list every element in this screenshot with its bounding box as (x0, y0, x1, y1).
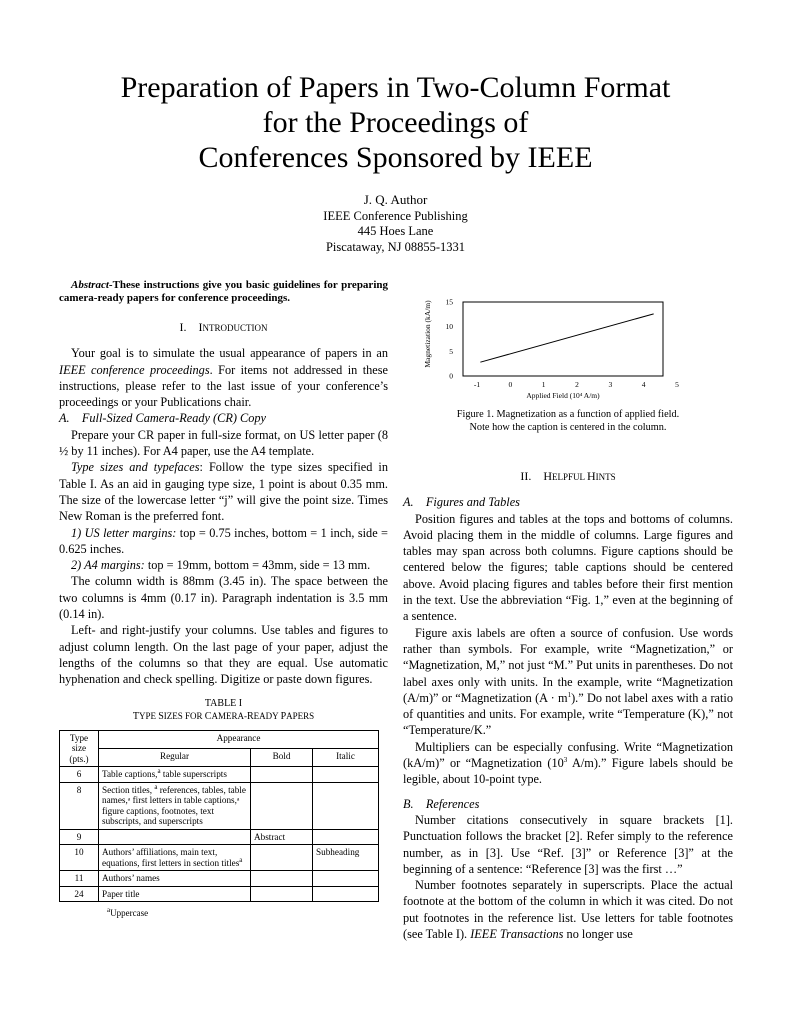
us-margins-text: top = 0.75 inches, bottom = 1 inch, side = 0.625 inches. (59, 525, 388, 556)
cap-initial: P (280, 711, 287, 723)
series-lines (480, 314, 653, 362)
header-italic: Italic (313, 748, 379, 766)
cell-bold (251, 782, 313, 829)
footnote-text: Uppercase (110, 908, 149, 919)
abstract-label: Abstract (71, 279, 109, 291)
footnotes-text-c: no longer use (563, 927, 633, 942)
subsection-title: References (425, 796, 480, 811)
type-sizes-table (59, 730, 379, 903)
table-subheader-row (60, 748, 379, 766)
table-row (60, 782, 379, 829)
cell-italic: Subheading (313, 845, 379, 871)
axis-labels-text-b: ).” Do not label axes with a ratio of quantities and units. For example, write “Temperature (K),” not “Temperature/K.” (403, 690, 733, 738)
cell-size: 11 (60, 871, 99, 887)
header-regular: Regular (99, 748, 251, 766)
figure-1-caption (403, 408, 733, 434)
abstract (59, 279, 388, 305)
section-title-rest: ELPFUL (552, 472, 587, 482)
cell-text: references, tables, table names,ᵃ first letters in table captions,ᵃ figure captions, footnotes, text subscripts, and superscripts (102, 784, 246, 827)
cell-bold (251, 845, 313, 871)
cell-regular (99, 767, 251, 783)
x-tick-label: 3 (608, 380, 613, 389)
cap-rest: APERS (286, 711, 315, 722)
table-title (59, 710, 388, 724)
paragraph-justify: Left- and right-justify your columns. Use tables and figures to adjust column length. On the last page of your paper, adjust the lengths of the columns so that they are equal. Use automatic hyphenation and check spelling. Digitize or paste down figures. (59, 623, 388, 687)
figure-caption-line-1: Figure 1. Magnetization as a function of applied field. (456, 409, 680, 420)
left-column (59, 279, 388, 921)
table-footnote (107, 905, 388, 921)
paragraph-multipliers (403, 739, 733, 788)
table-caption (59, 698, 388, 724)
section-initial: H (586, 469, 596, 483)
paragraph-us-margins (59, 525, 388, 558)
us-margins-label: 1) US letter margins: (71, 525, 177, 540)
header-bold: Bold (251, 748, 313, 766)
cell-regular (99, 845, 251, 871)
intro-text-italic: IEEE conference proceedings (59, 362, 210, 377)
title-line-3: Conferences Sponsored by IEEE (198, 141, 593, 174)
y-tick-label: 5 (449, 346, 453, 356)
table-row (60, 886, 379, 902)
cell-sup: a (239, 855, 243, 864)
cell-size: 9 (60, 829, 99, 845)
cell-italic (313, 829, 379, 845)
cell-text: Authors’ affiliations, main text, equations, first letters in section titles (102, 847, 240, 868)
section-number: II. (520, 469, 532, 483)
cell-size: 8 (60, 782, 99, 829)
axis-labels-sup: 1 (567, 690, 572, 699)
cap-rest: IZES FOR (163, 711, 205, 722)
y-tick-label: 0 (449, 371, 453, 381)
cell-size: 10 (60, 845, 99, 871)
y-tick-label: 15 (445, 297, 453, 307)
cell-sup: a (154, 782, 158, 791)
cap-rest: EADY (253, 711, 281, 722)
paragraph-position-figures: Position figures and tables at the tops and bottoms of columns. Avoid placing them in the middle of columns. Large figures and tables may span across both columns. Figure captions should be centered below the figures; table captions should be centered above. Avoid placing figures and tables before their first mention in the text. Use the abbreviation “Fig. 1,” even at the beginning of a sentence. (403, 511, 733, 624)
right-column (403, 408, 733, 942)
figure-caption-line-2: Note how the caption is centered in the column. (469, 422, 667, 433)
footnotes-text-a: Number footnotes separately in superscripts. Place the actual footnote at the bottom of the column in which it was cited. Do not put footnotes in the reference list. Use letters for table footnotes (see Table I). (403, 878, 733, 942)
paragraph-type-sizes (59, 459, 388, 524)
paragraph-paper-size: Prepare your CR paper in full-size format, on US letter paper (8 ½ by 11 inches). For A4 paper, use the A4 template. (59, 427, 388, 459)
section-title-rest: INTS (595, 472, 616, 482)
cell-regular: Authors’ names (99, 871, 251, 887)
x-tick-label: 0 (508, 380, 513, 389)
author-name: J. Q. Author (363, 192, 428, 207)
paragraph-citations: Number citations consecutively in square brackets [1]. Punctuation follows the bracket [2]. Refer simply to the reference number, as in [3]. Use “Ref. [3]” or Reference [3]” at the beginning of a sentence: “Reference [3] was the first …” (403, 812, 733, 876)
cap-initial: S (158, 711, 164, 723)
paragraph-a4-margins (59, 557, 388, 573)
cell-text: Table captions, (102, 769, 158, 780)
table-row (60, 767, 379, 783)
table-row (60, 871, 379, 887)
intro-text-c: . For items not addressed in these instructions, please refer to the last issue of your conference’s proceedings or your Publications chair. (59, 362, 388, 410)
header-appearance: Appearance (99, 730, 379, 748)
axis-labels-text-a: Figure axis labels are often a source of confusion. Use words rather than symbols. For example, write “Magnetization,” or “Magnetization, M,” not just “M.” Put units in parentheses. Do not label axes only with units. In the example, write “Magnetization (A/m)” or “Magnetization (A · m (403, 625, 733, 705)
section-title-rest: NTRODUCTION (202, 323, 268, 333)
subsection-label: B. (403, 796, 414, 811)
cell-italic (313, 782, 379, 829)
intro-text-a: Your goal is to simulate the usual appearance of papers in an (71, 346, 388, 361)
cap-rest: YPE (138, 711, 159, 722)
y-axis-label: Magnetization (kA/m) (423, 300, 432, 368)
paragraph-footnotes (403, 877, 733, 942)
series-line (480, 314, 653, 362)
subsection-title: Figures and Tables (425, 495, 520, 510)
author-organization: IEEE Conference Publishing (323, 208, 468, 223)
cap-initial: T (132, 711, 139, 723)
subsection-label: A. (59, 411, 70, 426)
multipliers-text-b: A/m).” Figure labels should be legible, about 10-point type. (403, 756, 733, 787)
cell-size: 24 (60, 886, 99, 902)
title-line-2: for the Proceedings of (262, 106, 529, 139)
cap-initial: R (246, 711, 254, 723)
author-street: 445 Hoes Lane (357, 224, 434, 238)
paragraph-axis-labels (403, 625, 733, 739)
table-row (60, 829, 379, 845)
footnotes-text-italic: IEEE Transactions (470, 927, 564, 942)
x-tick-label: 4 (641, 380, 646, 389)
section-initial: I (198, 320, 203, 334)
intro-paragraph (59, 345, 388, 410)
author-city: Piscataway, NJ 08855-1331 (325, 239, 466, 254)
cap-rest: AMERA- (211, 711, 247, 722)
cell-text: table superscripts (160, 769, 227, 780)
cell-italic (313, 886, 379, 902)
paper-title (0, 70, 791, 175)
subsection-heading-figures (403, 494, 733, 510)
multipliers-sup: 3 (563, 755, 568, 764)
x-tick-labels (474, 380, 679, 389)
type-sizes-text: : Follow the type sizes specified in Table I. As an aid in gauging type size, 1 point is about 0.35 mm. The size of the lowercase letter “j” will give the point size. Times New Roman is the preferred font. (59, 460, 389, 524)
multipliers-text-a: Multipliers can be especially confusing. Write “Magnetization (kA/m)” or “Magnetization (10 (403, 739, 733, 771)
cell-text: Section titles, (102, 784, 155, 795)
x-tick-label: 5 (675, 380, 679, 389)
subsection-label: A. (403, 495, 414, 510)
cell-bold (251, 886, 313, 902)
x-axis-label: Applied Field (10⁴ A/m) (526, 391, 600, 400)
table-row (60, 845, 379, 871)
table-header-row (60, 730, 379, 748)
a4-margins-label: 2) A4 margins: (71, 558, 145, 573)
table-label: TABLE I (204, 697, 243, 709)
author-block (0, 192, 791, 255)
cell-size: 6 (60, 767, 99, 783)
section-initial: H (543, 469, 553, 483)
paragraph-column-width: The column width is 88mm (3.45 in). The space between the two columns is 4mm (0.17 in). Paragraph indentation is 3.5 mm (0.14 in). (59, 574, 388, 622)
cell-regular: Paper title (99, 886, 251, 902)
type-sizes-label: Type sizes and typefaces (71, 460, 200, 475)
cell-regular (99, 829, 251, 845)
y-tick-label: 10 (445, 322, 453, 332)
x-tick-label: 2 (575, 380, 579, 389)
x-tick-label: 1 (541, 380, 546, 389)
cell-bold (251, 871, 313, 887)
abstract-text: -These instructions give you basic guidelines for preparing camera-ready papers for conference proceedings. (59, 279, 388, 304)
section-number: I. (179, 320, 187, 334)
cell-italic (313, 871, 379, 887)
header-type-size: Type size (pts.) (60, 730, 99, 767)
figure-1-chart (410, 282, 740, 404)
a4-margins-text: top = 19mm, bottom = 43mm, side = 13 mm. (144, 558, 371, 573)
cell-sup: a (157, 766, 161, 775)
cell-bold (251, 767, 313, 783)
subsection-title: Full-Sized Camera-Ready (CR) Copy (81, 411, 266, 426)
subsection-heading-references (403, 796, 733, 812)
cap-initial: C (204, 711, 212, 723)
section-heading-introduction (59, 319, 388, 336)
y-tick-labels (446, 298, 454, 381)
x-tick-label: -1 (473, 380, 481, 389)
cell-bold: Abstract (251, 829, 313, 845)
cell-regular (99, 782, 251, 829)
subsection-heading-a (59, 410, 388, 426)
footnote-sup: a (107, 906, 111, 915)
cell-italic (313, 767, 379, 783)
title-line-1: Preparation of Papers in Two-Column Format (120, 71, 671, 104)
section-heading-helpful-hints (403, 468, 733, 485)
